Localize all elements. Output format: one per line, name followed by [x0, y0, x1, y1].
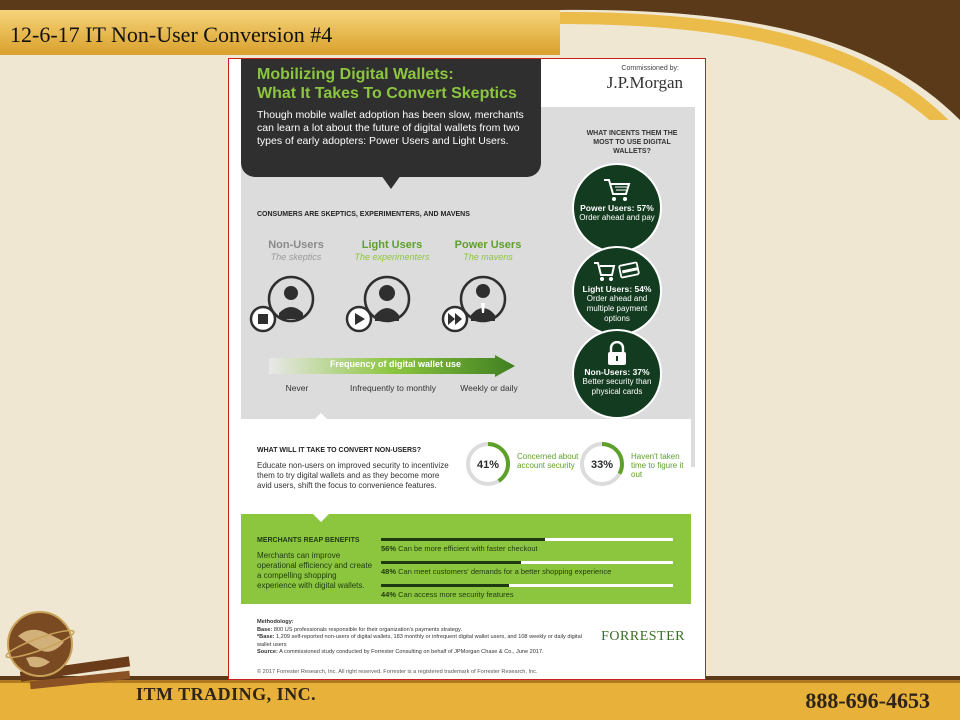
benefit-bar	[381, 538, 673, 541]
power-user-avatar	[441, 269, 507, 335]
source-label: Source:	[257, 649, 278, 655]
infographic-title	[257, 65, 525, 103]
infographic	[228, 58, 706, 680]
commissioned-label: Commissioned by:	[621, 65, 679, 72]
frequency-label: Frequency of digital wallet use	[329, 359, 461, 369]
segments-heading: CONSUMERS ARE SKEPTICS, EXPERIMENTERS, AND MAVENS	[257, 211, 470, 218]
stop-icon	[258, 314, 268, 324]
persona-name: Non-Users	[268, 239, 324, 251]
benefit-bar-fill	[381, 538, 545, 541]
incentive-text: Order ahead and pay	[579, 213, 655, 222]
incentive-text: Order ahead and multiple payment options	[586, 294, 648, 323]
infographic-intro: Though mobile wallet adoption has been slow, merchants can learn a lot about the future of digital wallets from two types of early adopters: Power Users and Light Users.	[257, 109, 524, 147]
convert-body: Educate non-users on improved security to incentivize them to try digital wallets and as they become more avid users, shift the focus to convenience features.	[257, 461, 449, 490]
methodology-heading: Methodology:	[257, 619, 294, 625]
stat-donut-security	[463, 439, 513, 489]
incent-heading: WHAT INCENTS THEM THE MOST TO USE DIGITAL WALLETS?	[586, 130, 678, 155]
frequency-tick-monthly: Infrequently to monthly	[350, 383, 436, 393]
benefit-bar	[381, 584, 673, 587]
incentive-power-users	[572, 163, 662, 253]
lock-icon	[606, 341, 628, 367]
non-user-avatar	[249, 269, 315, 335]
benefit-row	[381, 561, 673, 581]
title-pointer	[381, 175, 401, 189]
cart-icon	[602, 177, 632, 203]
persona-name: Power Users	[454, 239, 522, 251]
incentive-title: Non-Users: 37%	[584, 367, 650, 377]
source-text: A commissioned study conducted by Forrester Consulting on behalf of JPMorgan Chase & Co., June 2017.	[279, 649, 544, 655]
title-box	[241, 59, 541, 177]
persona-subtitle: The experimenters	[354, 252, 430, 262]
persona-name: Light Users	[361, 239, 423, 251]
merchant-pointer	[313, 514, 329, 522]
benefit-text: Can meet customers' demands for a better shopping experience	[398, 567, 612, 576]
base-text: 800 US professionals responsible for their organization's payments strategy.	[273, 626, 462, 633]
slide-title: 12-6-17 IT Non-User Conversion #4	[10, 22, 333, 47]
phone-number: 888-696-4653	[805, 688, 930, 713]
incentive-title: Light Users: 54%	[582, 284, 652, 294]
base2-text: 1,209 self-reported non-users of digital wallets, 183 monthly or infrequent digital wallet users, and 108 weekly or daily digital wallet users	[257, 634, 582, 648]
light-user-avatar	[345, 269, 411, 335]
persona-power-users	[433, 239, 543, 262]
convert-heading: WHAT WILL IT TAKE TO CONVERT NON-USERS?	[257, 447, 421, 454]
jpmorgan-logo: J.P.Morgan	[606, 73, 683, 92]
company-name: ITM TRADING, INC.	[136, 684, 317, 704]
benefit-row	[381, 538, 673, 558]
benefit-bar	[381, 561, 673, 564]
merchant-body: Merchants can improve operational efficiency and create a compelling shopping experience with digital wallets.	[257, 551, 373, 590]
benefit-pct: 44%	[381, 590, 397, 599]
incentive-non-users	[572, 329, 662, 419]
benefit-bar-fill	[381, 561, 521, 564]
persona-light-users	[337, 239, 447, 262]
methodology	[257, 619, 597, 657]
stat-label: Concerned about account security	[517, 452, 579, 470]
base-label: Base:	[257, 626, 273, 633]
title-line-2: What It Takes To Convert Skeptics	[257, 85, 517, 102]
stat-label: Haven't taken time to figure it out	[631, 452, 684, 479]
stat-donut-time	[577, 439, 627, 489]
persona-non-users	[241, 239, 351, 262]
incentive-text: Better security than physical cards	[582, 377, 652, 396]
frequency-tick-never: Never	[285, 383, 309, 393]
stat-value: 33%	[590, 459, 614, 471]
base2-label: *Base:	[257, 634, 275, 640]
convert-pointer	[313, 413, 329, 421]
benefit-pct: 48%	[381, 567, 397, 576]
cart-card-icon	[592, 260, 642, 284]
benefit-row	[381, 584, 673, 604]
benefit-bar-fill	[381, 584, 509, 587]
title-line-1: Mobilizing Digital Wallets:	[257, 66, 454, 83]
merchant-heading: MERCHANTS REAP BENEFITS	[257, 537, 360, 544]
incentive-title: Power Users: 57%	[580, 203, 654, 213]
incentive-light-users	[572, 246, 662, 336]
benefit-text: Can access more security features	[398, 590, 514, 599]
copyright: © 2017 Forrester Research, Inc. All right reserved. Forrester is a registered trademark of Forrester Research, Inc.	[257, 669, 538, 675]
frequency-tick-daily: Weekly or daily	[460, 383, 518, 393]
benefit-text: Can be more efficient with faster checkout	[398, 544, 538, 553]
forrester-logo: FORRESTER	[601, 629, 685, 644]
benefit-pct: 56%	[381, 544, 397, 553]
persona-subtitle: The mavens	[463, 252, 513, 262]
stat-value: 41%	[476, 459, 500, 471]
persona-subtitle: The skeptics	[270, 252, 322, 262]
globe-icon	[0, 606, 140, 706]
